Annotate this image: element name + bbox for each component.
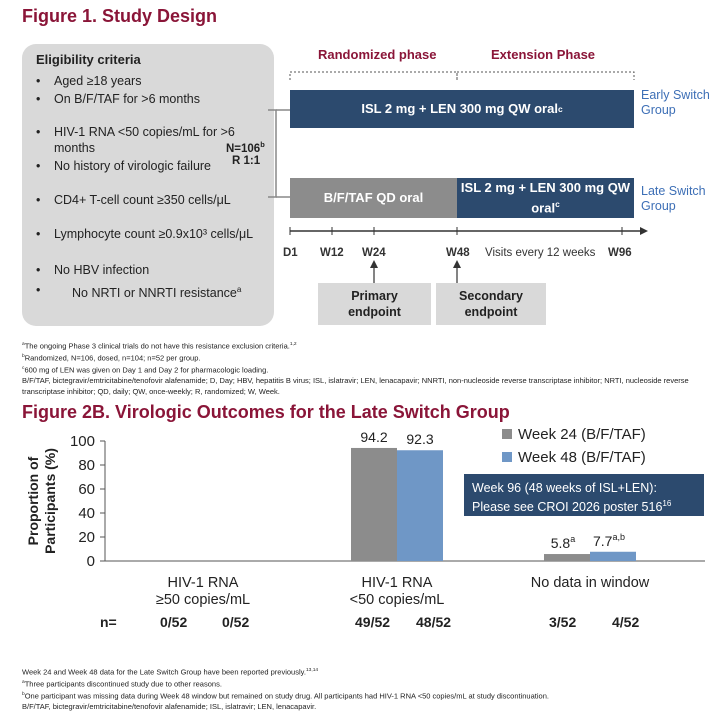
y-tick-label: 80: [78, 457, 95, 474]
timepoint-d1: D1: [283, 247, 298, 259]
virologic-outcomes-chart: [0, 420, 717, 625]
figure2-title: Figure 2B. Virologic Outcomes for the Late Switch Group: [22, 402, 510, 422]
primary-endpoint-box: Primary endpoint: [318, 283, 431, 325]
n-value: 49/52: [355, 614, 391, 630]
n-value: 3/52: [549, 614, 577, 630]
y-tick-label: 60: [78, 481, 95, 498]
footnote-c: $^c$600 mg of LEN was given on Day 1 and Day 2 for pharmacologic loading.: [22, 365, 269, 375]
legend-label: Week 48 (B/F/TAF): [518, 449, 646, 466]
randomized-bracket: [290, 72, 457, 80]
n-label: $N=106^b$: [226, 140, 265, 155]
extension-bracket: [457, 72, 634, 80]
early-switch-group-label: Early Switch Group: [641, 88, 710, 117]
category-label: HIV-1 RNA: [167, 575, 239, 591]
data-label: 92.3: [406, 431, 434, 448]
ratio-label: R 1:1: [232, 155, 261, 167]
study-design-diagram: [0, 0, 717, 330]
visits-text: Visits every 12 weeks: [485, 247, 596, 259]
timepoint-w24: W24: [362, 247, 386, 259]
n-row-label: n=: [100, 614, 117, 630]
week96-callout: Week 96 (48 weeks of ISL+LEN): Please see CROI 2026 poster $516^{16}$: [464, 474, 704, 516]
footnote-b: $^b$Randomized, N=106, dosed, n=104; n=52 per group.: [22, 353, 201, 363]
eligibility-item: • No HBV infection: [36, 263, 150, 277]
primary-arrowhead: [370, 260, 378, 268]
category-label: No data in window: [530, 575, 650, 591]
figure2-footnotes: [22, 666, 712, 713]
n-value: 0/52: [160, 614, 188, 630]
n-value: 48/52: [416, 614, 452, 630]
eligibility-item: • Aged ≥18 years: [36, 74, 142, 88]
y-tick-label: 100: [69, 433, 95, 450]
randomized-phase-label: Randomized phase: [318, 47, 437, 62]
early-switch-bar: ISL 2 mg + LEN 300 mg QW oral c: [290, 90, 634, 128]
y-tick-label: 20: [78, 529, 95, 546]
category-label: HIV-1 RNA: [361, 575, 433, 591]
eligibility-item: • CD4+ T-cell count ≥350 cells/μL: [36, 193, 231, 207]
category-label: <50 copies/mL: [349, 592, 445, 608]
footnote2-b: $^b$One participant was missing data during Week 48 window but remained on study drug. All participants had HIV-1 RNA <50 copies/mL at study discontinuation.: [22, 691, 549, 701]
bar-week24: [351, 448, 397, 561]
footnote2-abbrev: B/F/TAF, bictegravir/emtricitabine/tenofovir alafenamide; ISL, islatravir; LEN, lenacapavir.: [22, 702, 317, 711]
figure1-footnotes: [22, 340, 702, 397]
data-label: 94.2: [360, 428, 388, 445]
secondary-arrowhead: [453, 260, 461, 268]
late-switch-bar-isl-len: ISL 2 mg + LEN 300 mg QW oral$^c$: [457, 178, 634, 218]
y-tick-label: 0: [86, 553, 95, 570]
data-label: 7.7$^{a,b}$: [593, 531, 625, 549]
footnote2-intro: Week 24 and Week 48 data for the Late Switch Group have been reported previously.$^{13,14}$: [22, 667, 319, 677]
legend-swatch: [502, 429, 512, 439]
secondary-endpoint-box: Secondary endpoint: [436, 283, 546, 325]
eligibility-item: • Lymphocyte count ≥0.9x10³ cells/μL: [36, 227, 254, 241]
randomization-bracket: [268, 110, 276, 197]
y-tick-label: 40: [78, 505, 95, 522]
eligibility-item: • No history of virologic failure: [36, 159, 212, 173]
eligibility-item: • No NRTI or NNRTI resistance$^a$: [36, 283, 242, 301]
timepoint-w96: W96: [608, 247, 632, 259]
extension-phase-label: Extension Phase: [491, 47, 596, 62]
bar-week48: [590, 552, 636, 561]
footnote-abbrev: B/F/TAF, bictegravir/emtricitabine/tenofovir alafenamide; D, Day; HBV, hepatitis B virus; ISL, islatravir; LEN, lenacapavir; NNRTI, non-nucleoside reverse transcriptase inhibitor; NRTI, nucleoside reverse transcriptase inhibitor; QD, daily; QW, once-weekly; R, randomized; W, Week.: [22, 376, 689, 396]
footnote-a: $^a$The ongoing Phase 3 clinical trials do not have this resistance exclusion criteria.$^{1,2}$: [22, 341, 297, 351]
bar-week48: [397, 450, 443, 561]
late-switch-group-label: Late Switch Group: [641, 184, 706, 213]
legend-swatch: [502, 452, 512, 462]
eligibility-title: Eligibility criteria: [36, 52, 141, 67]
footnote2-a: $^a$Three participants discontinued study due to other reasons.: [22, 679, 222, 689]
timepoint-w12: W12: [320, 247, 344, 259]
n-value: 4/52: [612, 614, 640, 630]
timepoint-w48: W48: [446, 247, 470, 259]
eligibility-item: • On B/F/TAF for >6 months: [36, 92, 200, 106]
timeline-arrowhead: [640, 227, 648, 235]
category-label: ≥50 copies/mL: [155, 592, 251, 608]
eligibility-item: • HIV-1 RNA <50 copies/mL for >6 months: [36, 125, 235, 155]
n-value: 0/52: [222, 614, 250, 630]
figure1-title: Figure 1. Study Design: [22, 6, 218, 26]
y-axis-label: Proportion ofParticipants (%): [25, 448, 58, 554]
late-switch-bar-bftaf: B/F/TAF QD oral: [290, 178, 457, 218]
bar-week24: [544, 554, 590, 561]
legend-label: Week 24 (B/F/TAF): [518, 426, 646, 443]
data-label: 5.8$^a$: [550, 534, 576, 552]
